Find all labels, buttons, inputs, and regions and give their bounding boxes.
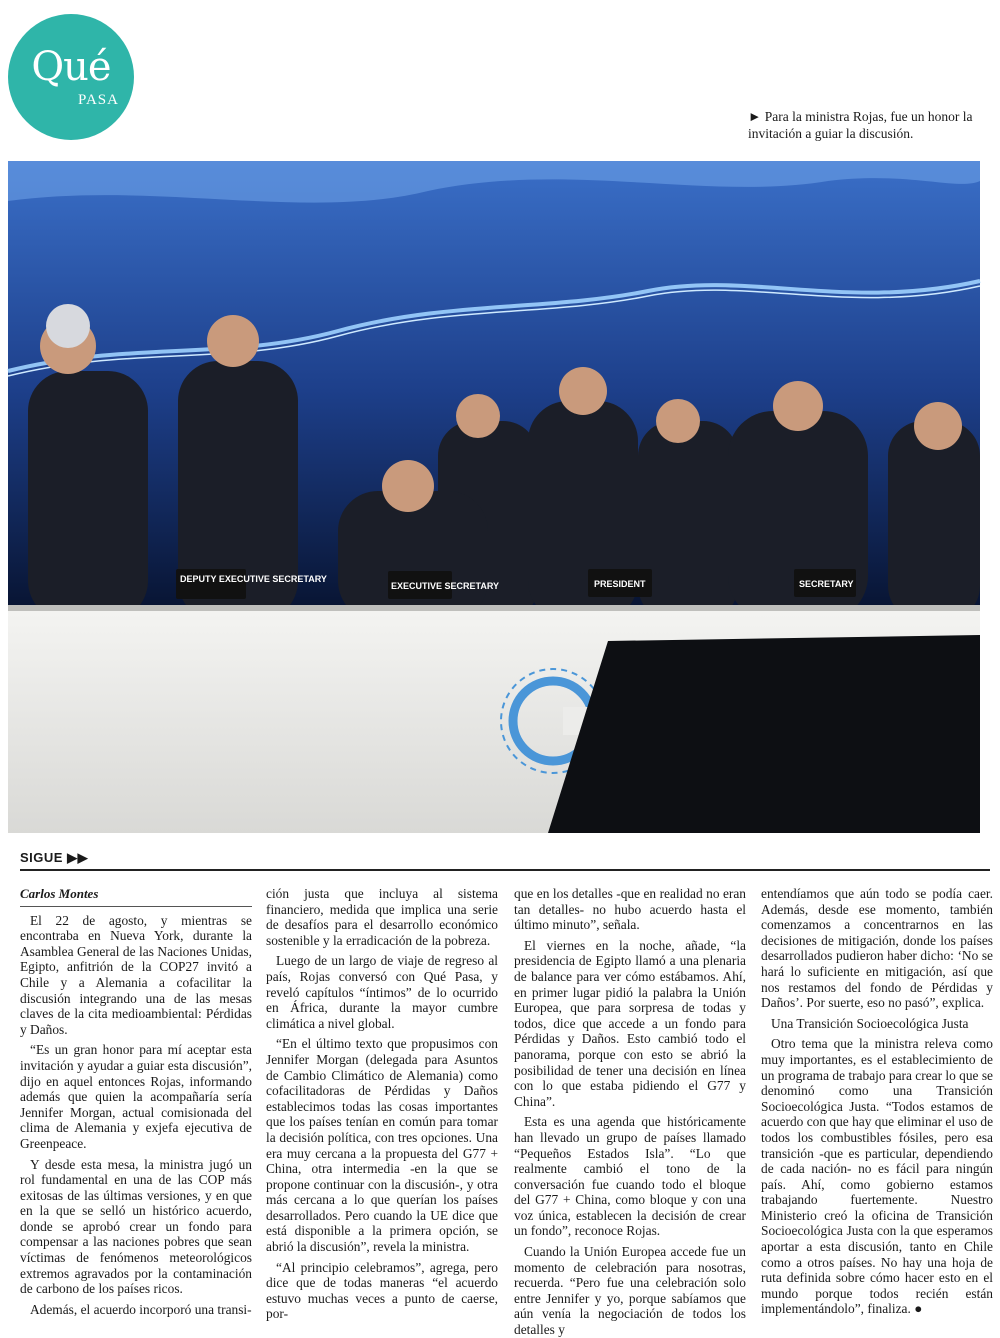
byline: Carlos Montes [20,886,252,907]
paragraph: “En el último texto que propusimos con Jennifer Morgan (delegada para Asuntos de Cambio Climático de Alemania) como cofacilitadoras de Pérdidas y Daños establecimos todas las cosas importantes que los países tenían en común para tomar la decisión política, con tres opciones. Una era muy cercana a la propuesta del G77 + China, otra intermedia -en la que se propone continuar con la discusión-, y otra más cercana a lo que querían los países desarrollados. Pero cuando la UE dice que está disponible a la primera opción, se abrió la discusión”, revela la ministra. [266,1036,498,1255]
section-rule [20,869,990,871]
que-pasa-logo [8,14,134,140]
article-column-1 [20,886,252,1317]
paragraph: Y desde esta mesa, la ministra jugó un rol fundamental en una de las COP más exitosas de las últimas versiones, y en que en la que se selló un histórico acuerdo, donde se aprobó crear un fondo para compensar a las naciones pobres que sean víctimas de fenómenos meteorológicos extremos agravados por la contaminación de carbono de los países ricos. [20,1156,252,1297]
paragraph: entendíamos que aún todo se podía caer. Además, desde ese momento, también comenzamos a concentrarnos en las decisiones de mitigación, donde los países desarrollados pudieron haber dicho: ‘No se hará lo suficiente en mitigación, así que nos restamos del fondo de Pérdidas y Daños’. Por suerte, eso no pasó”, explica. [761,886,993,1011]
paragraph: “Es un gran honor para mí aceptar esta invitación y ayudar a guiar esta discusión”, dijo en aquel entonces Rojas, informando además que quien la acompañaría sería Jennifer Morgan, actual comisionada del clima de Alemania y exjefa ejecutiva de Greenpeace. [20,1042,252,1151]
continued-marker: SIGUE ▶▶ [20,850,89,865]
sign-president: PRESIDENT [594,579,646,589]
paragraph: Cuando la Unión Europea accede fue un momento de celebración para nosotras, recuerda. “Pero fue una celebración solo entre Jennifer y yo, porque sabíamos que aún venía la negociación de todos los detalles y [514,1244,746,1338]
logo-sub-text: PASA [78,92,119,108]
sign-secretary: SECRETARY [799,579,854,589]
photo-illustration [8,161,980,833]
paragraph: ción justa que incluya al sistema financiero, medida que implica una serie de desafíos para el desarrollo económico sostenible y la erradicación de la pobreza. [266,886,498,948]
paragraph: Además, el acuerdo incorporó una transi- [30,1301,252,1317]
sign-executive-secretary: EXECUTIVE SECRETARY [391,581,500,591]
subheading: Una Transición Socioecológica Justa [771,1015,969,1031]
paragraph: que en los detalles -que en realidad no eran tan detalles- no hubo acuerdo hasta el último minuto”, señala. [514,886,746,933]
sign-deputy-executive-secretary: DEPUTY EXECUTIVE SECRETARY [180,574,327,584]
logo-main-text: Qué [31,44,111,90]
paragraph: Luego de un largo de viaje de regreso al país, Rojas conversó con Qué Pasa, y reveló capítulos “íntimos” de lo ocurrido en África, durante la mayor cumbre climática a nivel global. [266,953,498,1031]
monitor-screen [548,635,980,833]
article-column-2 [266,886,498,1322]
paragraph: Otro tema que la ministra releva como muy importantes, es el establecimiento de un programa de trabajo para crear lo que se denominó como una Transición Socioecológica Justa. “Todos estamos de acuerdo con que hay que eliminar el uso de todos los combustibles fósiles, pero esa transición -que es particular, dependiendo de cada nación- no es fácil para ningún país. Ahí, como gobierno estamos trabajando fuertemente. Nuestro Ministerio creó la oficina de Transición Socioecológica Justa con la que esperamos aportar a esta discusión, tanto en Chile como a otros países. No hay una hoja de ruta definida sobre cómo hacer esto en el mundo porque todos recién están implementándolo”, finaliza. ● [761,1036,994,1317]
paragraph: El 22 de agosto, y mientras se encontraba en Nueva York, durante la Asamblea General de las Naciones Unidas, Egipto, anfitrión de la COP27 invitó a Chile y a Alemania a cofacilitar la discusión integrando una de las mesas claves de la cita medioambiental: Pérdidas y Daños. [20,912,252,1037]
article-column-4 [761,886,994,1317]
cop27-plenary-photo [8,161,980,833]
paragraph: El viernes en la noche, añade, “la presidencia de Egipto llamó a una plenaria de balance para ver cómo estábamos. Ahí, en primer lugar pidió la palabra la Unión Europea, que para sorpresa de todas y todos, dice que accede a un fondo para Pérdidas y Daños. Esto cambió todo el panorama, porque con esto se abrió la posibilidad de tener una decisión en línea con lo que estaba pidiendo el G77 y China”. [514,937,746,1109]
paragraph: “Al principio celebramos”, agrega, pero dice que de todas maneras “el acuerdo estuvo muchas veces a punto de caerse, por- [266,1259,498,1322]
paragraph: Esta es una agenda que históricamente han llevado un grupo de países llamado “Pequeños Estados Isla”. “Lo que realmente cambió el tono de la conversación fue cuando todo el bloque del G77 + China, como bloque y con una voz única, establecen la decisión de crear un fondo”, reconoce Rojas. [514,1114,746,1239]
article-column-3 [514,886,746,1338]
photo-caption: ► Para la ministra Rojas, fue un honor la invitación a guiar la discusión. [748,109,973,141]
